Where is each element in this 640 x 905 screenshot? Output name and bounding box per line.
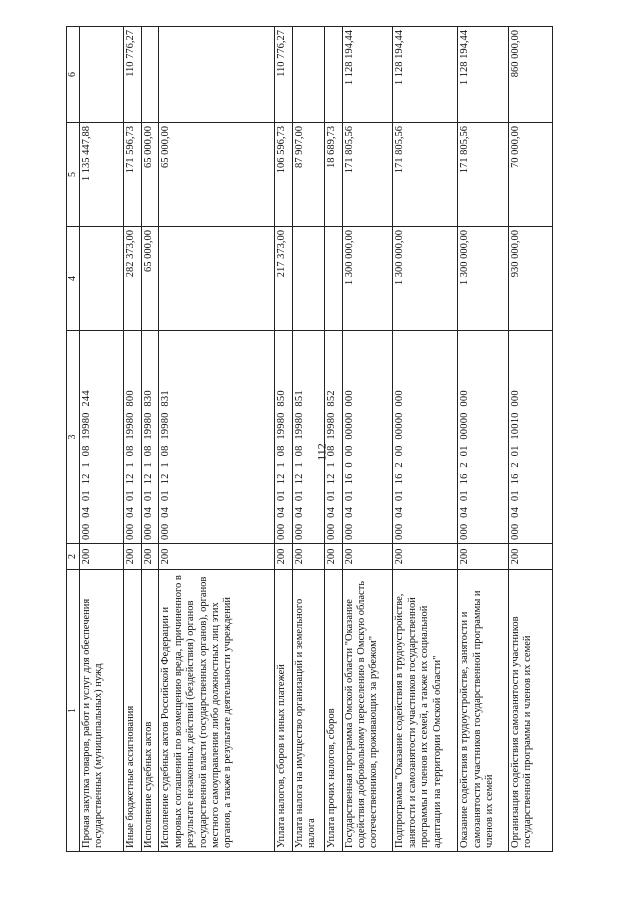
row-budget-classification: 000 04 01 16 0 00 00000 000 [342,331,393,544]
table-row [123,27,141,852]
budget-table [66,26,553,852]
row-name: Уплата налогов, сборов и иных платежей [275,570,293,852]
row-name: Подпрограмма "Оказание содействия в трудоустройстве, занятости и самозанятости участников государственной программы и членов их семей, а также их социальной адаптации на территории Омской области" [393,570,458,852]
row-executed-amount: 171 805,56 [342,123,393,227]
row-remaining-amount [159,27,275,123]
row-executed-amount: 65 000,00 [141,123,159,227]
row-name: Уплата прочих налогов, сборов [324,570,342,852]
column-header-1: 1 [67,570,80,852]
row-plan-amount [292,227,324,331]
table-row [80,27,124,852]
row-plan-amount [324,227,342,331]
row-code-line: 200 [324,544,342,570]
row-executed-amount: 106 596,73 [275,123,293,227]
page-number-text: 112 [314,443,329,461]
row-code-line: 200 [458,544,509,570]
row-executed-amount: 171 596,73 [123,123,141,227]
column-header-4: 4 [67,227,80,331]
table-row [275,27,293,852]
table-row [458,27,509,852]
table-body [80,27,553,852]
column-header-6: 6 [67,27,80,123]
table-row [324,27,342,852]
table-row [292,27,324,852]
row-remaining-amount: 110 776,27 [123,27,141,123]
row-name: Оказание содействия в трудоустройстве, занятости и самозанятости участников государственной программы и членов их семей [458,570,509,852]
row-remaining-amount: 110 776,27 [275,27,293,123]
row-name: Исполнение судебных актов [141,570,159,852]
row-plan-amount: 217 373,00 [275,227,293,331]
row-plan-amount [80,227,124,331]
row-code-line: 200 [292,544,324,570]
row-remaining-amount [324,27,342,123]
row-code-line: 200 [141,544,159,570]
row-budget-classification: 000 04 01 16 2 00 00000 000 [393,331,458,544]
row-code-line: 200 [275,544,293,570]
table-row [342,27,393,852]
budget-table-sheet [66,27,553,852]
row-name: Прочая закупка товаров, работ и услуг для обеспечения государственных (муниципальных) нужд [80,570,124,852]
row-code-line: 200 [342,544,393,570]
column-number-row [67,27,80,852]
row-code-line: 200 [159,544,275,570]
row-budget-classification: 000 04 01 12 1 08 19980 244 [80,331,124,544]
row-remaining-amount [141,27,159,123]
row-name: Государственная программа Омской области "Оказание содействия добровольному переселению в Омскую область соотечественников, проживающих за рубежом" [342,570,393,852]
column-header-2: 2 [67,544,80,570]
row-plan-amount: 65 000,00 [141,227,159,331]
table-row [509,27,553,852]
row-name: Исполнение судебных актов Российской Федерации и мировых соглашений по возмещению вреда, причиненного в результате незаконных действий (бездействия) органов государственной власти (государственных органов), органов местного самоуправления либо должностных лиц этих органов, а также в результате деятельности учреждений [159,570,275,852]
row-budget-classification: 000 04 01 12 1 08 19980 800 [123,331,141,544]
row-executed-amount: 87 907,00 [292,123,324,227]
row-budget-classification: 000 04 01 16 2 01 00000 000 [458,331,509,544]
row-code-line: 200 [509,544,553,570]
table-row [393,27,458,852]
row-budget-classification: 000 04 01 12 1 08 19980 831 [159,331,275,544]
row-budget-classification: 000 04 01 12 1 08 19980 851 [292,331,324,544]
row-executed-amount: 1 135 447,88 [80,123,124,227]
row-remaining-amount [80,27,124,123]
row-remaining-amount [292,27,324,123]
row-budget-classification: 000 04 01 12 1 08 19980 850 [275,331,293,544]
row-executed-amount: 171 805,56 [458,123,509,227]
row-code-line: 200 [80,544,124,570]
row-code-line: 200 [123,544,141,570]
row-plan-amount: 930 000,00 [509,227,553,331]
row-plan-amount: 1 300 000,00 [393,227,458,331]
row-name: Уплата налога на имущество организаций и земельного налога [292,570,324,852]
row-executed-amount: 171 805,56 [393,123,458,227]
row-executed-amount: 18 689,73 [324,123,342,227]
row-name: Иные бюджетные ассигнования [123,570,141,852]
row-plan-amount: 282 373,00 [123,227,141,331]
row-name: Организация содействия самозанятости участников государственной программы и членов их семей [509,570,553,852]
column-header-3: 3 [67,331,80,544]
row-remaining-amount: 1 128 194,44 [393,27,458,123]
row-budget-classification: 000 04 01 16 2 01 10010 000 [509,331,553,544]
table-row [141,27,159,852]
row-remaining-amount: 1 128 194,44 [458,27,509,123]
row-budget-classification: 000 04 01 12 1 08 19980 852 [324,331,342,544]
row-budget-classification: 000 04 01 12 1 08 19980 830 [141,331,159,544]
row-executed-amount: 70 000,00 [509,123,553,227]
row-plan-amount: 1 300 000,00 [458,227,509,331]
row-remaining-amount: 860 000,00 [509,27,553,123]
row-plan-amount [159,227,275,331]
row-plan-amount: 1 300 000,00 [342,227,393,331]
row-remaining-amount: 1 128 194,44 [342,27,393,123]
row-code-line: 200 [393,544,458,570]
table-row [159,27,275,852]
column-header-5: 5 [67,123,80,227]
row-executed-amount: 65 000,00 [159,123,275,227]
